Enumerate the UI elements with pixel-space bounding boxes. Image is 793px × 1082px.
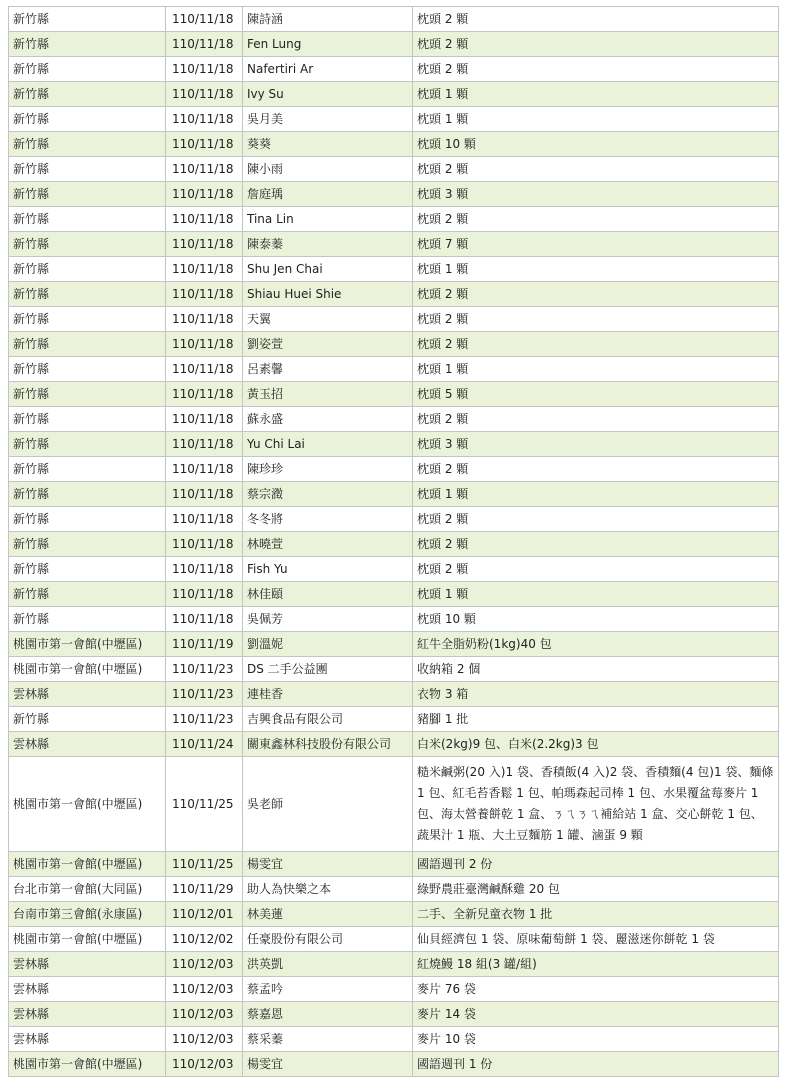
table-row [9, 977, 779, 1002]
items-cell: 枕頭 2 顆 [413, 7, 779, 32]
items-cell: 枕頭 1 顆 [413, 582, 779, 607]
donor-cell: 連桂香 [243, 682, 413, 707]
location-cell: 新竹縣 [9, 157, 166, 182]
location-cell: 新竹縣 [9, 82, 166, 107]
table-row [9, 207, 779, 232]
table-row [9, 432, 779, 457]
location-cell: 新竹縣 [9, 207, 166, 232]
date-cell: 110/11/18 [166, 282, 243, 307]
table-row [9, 457, 779, 482]
items-cell: 枕頭 2 顆 [413, 157, 779, 182]
donor-cell: 蘇永盛 [243, 407, 413, 432]
donor-cell: 蔡嘉恩 [243, 1002, 413, 1027]
donor-cell: 詹庭瑀 [243, 182, 413, 207]
table-row [9, 682, 779, 707]
table-row [9, 557, 779, 582]
location-cell: 新竹縣 [9, 232, 166, 257]
items-cell: 枕頭 2 顆 [413, 282, 779, 307]
donor-cell: Fish Yu [243, 557, 413, 582]
location-cell: 桃園市第一會館(中壢區) [9, 852, 166, 877]
date-cell: 110/11/18 [166, 407, 243, 432]
date-cell: 110/12/03 [166, 1052, 243, 1077]
items-cell: 國語週刊 1 份 [413, 1052, 779, 1077]
table-row [9, 582, 779, 607]
items-cell: 枕頭 3 顆 [413, 432, 779, 457]
items-cell: 仙貝經濟包 1 袋、原味葡萄餅 1 袋、麗滋迷你餅乾 1 袋 [413, 927, 779, 952]
table-row [9, 507, 779, 532]
location-cell: 新竹縣 [9, 32, 166, 57]
donor-cell: 蔡宗瀓 [243, 482, 413, 507]
table-row [9, 877, 779, 902]
date-cell: 110/11/18 [166, 432, 243, 457]
donor-cell: DS 二手公益團 [243, 657, 413, 682]
table-row [9, 257, 779, 282]
donor-cell: 吳月美 [243, 107, 413, 132]
items-cell: 糙米鹹粥(20 入)1 袋、香積飯(4 入)2 袋、香積麵(4 包)1 袋、麵條 1 包、紅毛苔香鬆 1 包、帕瑪森起司棒 1 包、水果覆盆莓麥片 1 包、海太營養餅乾 1 盒、ㄋㄟㄋㄟ補給站 1 盒、交心餅乾 1 包、蔬果汁 1 瓶、大土豆麵筋 1 罐、滷蛋 9 顆 [413, 757, 779, 852]
donation-table-container [8, 6, 778, 1077]
location-cell: 新竹縣 [9, 282, 166, 307]
location-cell: 新竹縣 [9, 357, 166, 382]
items-cell: 白米(2kg)9 包、白米(2.2kg)3 包 [413, 732, 779, 757]
location-cell: 新竹縣 [9, 107, 166, 132]
location-cell: 新竹縣 [9, 57, 166, 82]
location-cell: 桃園市第一會館(中壢區) [9, 1052, 166, 1077]
donor-cell: 呂素馨 [243, 357, 413, 382]
items-cell: 綠野農莊臺灣鹹酥雞 20 包 [413, 877, 779, 902]
table-row [9, 7, 779, 32]
date-cell: 110/11/18 [166, 82, 243, 107]
date-cell: 110/11/18 [166, 182, 243, 207]
donor-cell: 葵葵 [243, 132, 413, 157]
donation-table-body [9, 7, 779, 1077]
location-cell: 雲林縣 [9, 732, 166, 757]
date-cell: 110/11/18 [166, 532, 243, 557]
items-cell: 衣物 3 箱 [413, 682, 779, 707]
date-cell: 110/11/23 [166, 707, 243, 732]
table-row [9, 1027, 779, 1052]
table-row [9, 57, 779, 82]
items-cell: 枕頭 2 顆 [413, 457, 779, 482]
table-row [9, 927, 779, 952]
date-cell: 110/11/18 [166, 207, 243, 232]
location-cell: 新竹縣 [9, 582, 166, 607]
table-row [9, 232, 779, 257]
items-cell: 枕頭 5 顆 [413, 382, 779, 407]
donor-cell: 天翼 [243, 307, 413, 332]
donor-cell: 林曉萱 [243, 532, 413, 557]
location-cell: 新竹縣 [9, 457, 166, 482]
items-cell: 豬腳 1 批 [413, 707, 779, 732]
table-row [9, 1002, 779, 1027]
location-cell: 新竹縣 [9, 132, 166, 157]
date-cell: 110/11/18 [166, 357, 243, 382]
table-row [9, 307, 779, 332]
date-cell: 110/12/02 [166, 927, 243, 952]
items-cell: 麥片 14 袋 [413, 1002, 779, 1027]
location-cell: 新竹縣 [9, 432, 166, 457]
donor-cell: 吳老師 [243, 757, 413, 852]
items-cell: 麥片 10 袋 [413, 1027, 779, 1052]
table-row [9, 607, 779, 632]
date-cell: 110/11/18 [166, 107, 243, 132]
table-row [9, 852, 779, 877]
location-cell: 新竹縣 [9, 382, 166, 407]
items-cell: 枕頭 3 顆 [413, 182, 779, 207]
donor-cell: Nafertiri Ar [243, 57, 413, 82]
date-cell: 110/11/18 [166, 482, 243, 507]
donor-cell: 蔡采蓁 [243, 1027, 413, 1052]
date-cell: 110/11/18 [166, 582, 243, 607]
items-cell: 國語週刊 2 份 [413, 852, 779, 877]
items-cell: 紅燒鰻 18 組(3 罐/組) [413, 952, 779, 977]
date-cell: 110/11/18 [166, 382, 243, 407]
table-row [9, 482, 779, 507]
items-cell: 枕頭 2 顆 [413, 32, 779, 57]
date-cell: 110/11/18 [166, 157, 243, 182]
table-row [9, 952, 779, 977]
donor-cell: 冬冬將 [243, 507, 413, 532]
location-cell: 台北市第一會館(大同區) [9, 877, 166, 902]
date-cell: 110/12/03 [166, 1027, 243, 1052]
date-cell: 110/11/23 [166, 657, 243, 682]
date-cell: 110/11/18 [166, 7, 243, 32]
donor-cell: 助人為快樂之本 [243, 877, 413, 902]
date-cell: 110/11/18 [166, 332, 243, 357]
donation-table [8, 6, 779, 1077]
location-cell: 新竹縣 [9, 257, 166, 282]
items-cell: 枕頭 10 顆 [413, 132, 779, 157]
items-cell: 枕頭 1 顆 [413, 257, 779, 282]
location-cell: 新竹縣 [9, 407, 166, 432]
table-row [9, 107, 779, 132]
donor-cell: Fen Lung [243, 32, 413, 57]
table-row [9, 732, 779, 757]
items-cell: 枕頭 2 顆 [413, 532, 779, 557]
items-cell: 枕頭 1 顆 [413, 107, 779, 132]
table-row [9, 657, 779, 682]
location-cell: 新竹縣 [9, 607, 166, 632]
items-cell: 收納箱 2 個 [413, 657, 779, 682]
location-cell: 雲林縣 [9, 977, 166, 1002]
location-cell: 新竹縣 [9, 557, 166, 582]
location-cell: 新竹縣 [9, 7, 166, 32]
donor-cell: 陳小雨 [243, 157, 413, 182]
items-cell: 枕頭 2 顆 [413, 507, 779, 532]
date-cell: 110/11/18 [166, 607, 243, 632]
date-cell: 110/11/25 [166, 852, 243, 877]
donor-cell: 關東鑫林科技股份有限公司 [243, 732, 413, 757]
donor-cell: 陳泰蓁 [243, 232, 413, 257]
date-cell: 110/11/18 [166, 557, 243, 582]
items-cell: 枕頭 2 顆 [413, 407, 779, 432]
location-cell: 新竹縣 [9, 532, 166, 557]
date-cell: 110/11/25 [166, 757, 243, 852]
date-cell: 110/12/01 [166, 902, 243, 927]
donor-cell: 劉姿萱 [243, 332, 413, 357]
donor-cell: 陳珍珍 [243, 457, 413, 482]
date-cell: 110/12/03 [166, 952, 243, 977]
donor-cell: 任豪股份有限公司 [243, 927, 413, 952]
donor-cell: 林佳頤 [243, 582, 413, 607]
donor-cell: 楊雯宜 [243, 1052, 413, 1077]
location-cell: 新竹縣 [9, 182, 166, 207]
location-cell: 新竹縣 [9, 332, 166, 357]
table-row [9, 82, 779, 107]
location-cell: 雲林縣 [9, 1002, 166, 1027]
table-row [9, 1052, 779, 1077]
table-row [9, 407, 779, 432]
table-row [9, 632, 779, 657]
date-cell: 110/11/18 [166, 32, 243, 57]
location-cell: 雲林縣 [9, 682, 166, 707]
donor-cell: Yu Chi Lai [243, 432, 413, 457]
donor-cell: Ivy Su [243, 82, 413, 107]
location-cell: 桃園市第一會館(中壢區) [9, 757, 166, 852]
date-cell: 110/11/18 [166, 457, 243, 482]
table-row [9, 332, 779, 357]
table-row [9, 532, 779, 557]
items-cell: 麥片 76 袋 [413, 977, 779, 1002]
date-cell: 110/11/18 [166, 307, 243, 332]
date-cell: 110/11/18 [166, 257, 243, 282]
items-cell: 枕頭 2 顆 [413, 57, 779, 82]
donor-cell: 林美蓮 [243, 902, 413, 927]
donor-cell: 陳詩涵 [243, 7, 413, 32]
table-row [9, 157, 779, 182]
items-cell: 枕頭 2 顆 [413, 332, 779, 357]
table-row [9, 382, 779, 407]
items-cell: 枕頭 2 顆 [413, 207, 779, 232]
donor-cell: Shu Jen Chai [243, 257, 413, 282]
donor-cell: 劉溫妮 [243, 632, 413, 657]
location-cell: 新竹縣 [9, 307, 166, 332]
date-cell: 110/11/18 [166, 232, 243, 257]
table-row [9, 757, 779, 852]
donor-cell: 蔡孟吟 [243, 977, 413, 1002]
table-row [9, 357, 779, 382]
date-cell: 110/11/29 [166, 877, 243, 902]
items-cell: 枕頭 1 顆 [413, 482, 779, 507]
date-cell: 110/12/03 [166, 977, 243, 1002]
table-row [9, 282, 779, 307]
donor-cell: 黃玉招 [243, 382, 413, 407]
location-cell: 新竹縣 [9, 507, 166, 532]
items-cell: 二手、全新兒童衣物 1 批 [413, 902, 779, 927]
location-cell: 新竹縣 [9, 482, 166, 507]
table-row [9, 182, 779, 207]
location-cell: 雲林縣 [9, 1027, 166, 1052]
items-cell: 枕頭 1 顆 [413, 357, 779, 382]
table-row [9, 32, 779, 57]
date-cell: 110/12/03 [166, 1002, 243, 1027]
items-cell: 枕頭 10 顆 [413, 607, 779, 632]
date-cell: 110/11/19 [166, 632, 243, 657]
items-cell: 枕頭 2 顆 [413, 557, 779, 582]
date-cell: 110/11/18 [166, 57, 243, 82]
location-cell: 桃園市第一會館(中壢區) [9, 657, 166, 682]
date-cell: 110/11/24 [166, 732, 243, 757]
donor-cell: 楊雯宜 [243, 852, 413, 877]
table-row [9, 902, 779, 927]
items-cell: 紅牛全脂奶粉(1kg)40 包 [413, 632, 779, 657]
date-cell: 110/11/18 [166, 132, 243, 157]
location-cell: 雲林縣 [9, 952, 166, 977]
donor-cell: 吉興食品有限公司 [243, 707, 413, 732]
donor-cell: Tina Lin [243, 207, 413, 232]
table-row [9, 132, 779, 157]
location-cell: 桃園市第一會館(中壢區) [9, 632, 166, 657]
location-cell: 新竹縣 [9, 707, 166, 732]
donor-cell: Shiau Huei Shie [243, 282, 413, 307]
date-cell: 110/11/18 [166, 507, 243, 532]
donor-cell: 吳佩芳 [243, 607, 413, 632]
location-cell: 台南市第三會館(永康區) [9, 902, 166, 927]
items-cell: 枕頭 7 顆 [413, 232, 779, 257]
date-cell: 110/11/23 [166, 682, 243, 707]
items-cell: 枕頭 2 顆 [413, 307, 779, 332]
location-cell: 桃園市第一會館(中壢區) [9, 927, 166, 952]
table-row [9, 707, 779, 732]
items-cell: 枕頭 1 顆 [413, 82, 779, 107]
donor-cell: 洪英凱 [243, 952, 413, 977]
